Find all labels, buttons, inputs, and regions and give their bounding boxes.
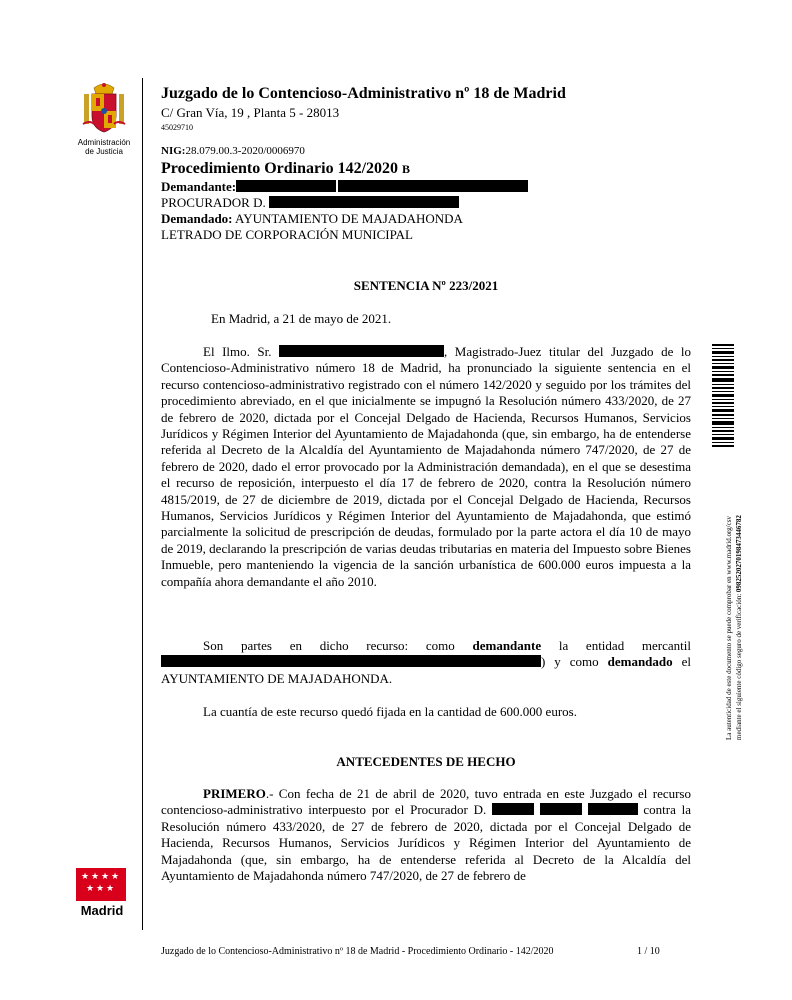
comunidad-madrid-logo <box>76 868 128 918</box>
madrid-label: Madrid <box>80 903 124 918</box>
redaction-box <box>338 180 528 192</box>
administracion-justicia-logo <box>76 80 132 156</box>
page-footer: Juzgado de lo Contencioso-Administrativo nº 18 de Madrid - Procedimiento Ordinario - 142/2020 <box>161 946 554 957</box>
procurador-label: PROCURADOR D. <box>161 195 266 210</box>
paragraph-cuantia-text: La cuantía de este recurso quedó fijada en la cantidad de 600.000 euros. <box>203 704 577 719</box>
p1-start: El Ilmo. Sr. <box>203 344 280 359</box>
paragraph-primero-text <box>161 786 691 884</box>
paragraph-intro <box>161 344 691 590</box>
p2-f: el AYUNTAMIENTO DE MAJADAHONDA. <box>161 654 691 686</box>
redaction-box <box>279 345 444 357</box>
margin-divider <box>142 78 143 930</box>
verification-strip <box>704 340 744 740</box>
admin-justicia-line1: Administración <box>77 138 131 147</box>
demandado-value: AYUNTAMIENTO DE MAJADAHONDA <box>232 211 463 226</box>
court-title: Juzgado de lo Contencioso-Administrativo nº 18 de Madrid <box>161 85 566 102</box>
antecedentes-title: ANTECEDENTES DE HECHO <box>336 754 516 769</box>
nig-line <box>161 143 701 159</box>
demandado-label: Demandado: <box>161 211 233 226</box>
court-address: C/ Gran Vía, 19 , Planta 5 - 28013 <box>161 105 340 120</box>
procedure-title <box>161 159 701 179</box>
paragraph-cuantia <box>161 704 691 720</box>
admin-justicia-line2: de Justicia <box>85 147 123 156</box>
procurador-line <box>161 195 701 211</box>
nig-label: NIG: <box>161 145 186 157</box>
redaction-box <box>236 180 336 192</box>
demandante-label: Demandante: <box>161 179 237 194</box>
court-code: 45029710 <box>161 123 193 132</box>
primero-b: contra la Resolución número 433/2020, de 27 de febrero de 2020, dictada por el Concejal Delgado de Hacienda, Recursos Humanos, Servicios Jurídicos y Régimen Interior del Ayuntamiento de Majadahonda (que, sin embargo, ha de entenderse referida al Decreto de la Alcaldía del Ayuntamiento de Majadahonda número 747/2020, de 27 de febrero de <box>161 802 692 884</box>
verification-line2 <box>734 340 744 740</box>
madrid-flag-icon: ★ ★ ★ ★ ★ ★ ★ <box>76 868 126 901</box>
paragraph-primero <box>161 786 691 884</box>
verification-line1: La autenticidad de este documento se puede comprobar en www.madrid.org/csv <box>725 516 733 740</box>
p2-c: la entidad mercantil <box>541 638 691 653</box>
page-number: 1 / 10 <box>637 946 660 957</box>
document-header <box>161 84 701 243</box>
paragraph-parties <box>161 638 691 687</box>
verification-line2-text: mediante el siguiente código seguro de verificación: <box>735 592 743 740</box>
redaction-box <box>588 803 638 815</box>
primero-label: PRIMERO <box>203 786 266 801</box>
letrado-line: LETRADO DE CORPORACIÓN MUNICIPAL <box>161 227 413 242</box>
redaction-box <box>269 196 459 208</box>
procedure-suffix: B <box>402 162 411 176</box>
p2-demandante: demandante <box>472 638 542 653</box>
redaction-box <box>540 803 582 815</box>
place-date-text: En Madrid, a 21 de mayo de 2021. <box>211 311 392 326</box>
p2-a: Son partes en dicho recurso: como <box>203 638 473 653</box>
procedure-number: Procedimiento Ordinario 142/2020 <box>161 160 399 177</box>
verification-code: 0982520270198473446782 <box>735 515 743 593</box>
coat-of-arms-icon <box>82 80 126 136</box>
paragraph-intro-text <box>161 344 691 590</box>
primero-a: .- Con fecha de 21 de abril de 2020, tuvo entrada en este Juzgado el recurso contencioso-administrativo interpuesto por el Procurador D. <box>161 786 691 818</box>
p2-demandado: demandado <box>607 654 673 670</box>
nig-value: 28.079.00.3-2020/0006970 <box>185 145 305 157</box>
demandado-line <box>161 211 701 227</box>
p1-rest: , Magistrado-Juez titular del Juzgado de lo Contencioso-Administrativo número 18 de Madrid, ha pronunciado la siguiente sentencia en el recurso contencioso-administrativo registrado con el número 142/2020 y seguido por los trámites del procedimiento abreviado, en el que inicialmente se impugnó la Resolución número 433/2020, de 27 de febrero de 2020, dictada por el Concejal Delgado de Hacienda, Recursos Humanos, Servicios Jurídicos y Régimen Interior del Ayuntamiento de Majadahonda (que, sin embargo, ha de entenderse referida al Decreto de la Alcaldía del Ayuntamiento de Majadahonda número 747/2020, de 27 de febrero de 2020, dado el error provocado por la Administración demandada), en el que se desestima el recurso de reposición, interpuesto el día 17 de febrero de 2020, contra la Resolución número 4815/2019, de 27 de diciembre de 2019, dictada por el Concejal Delgado de Hacienda, Recursos Humanos, Servicios Jurídicos y Régimen Interior del Ayuntamiento de Majadahonda, que estimó parcialmente la solicitud de prescripción de deudas, formulado por la parte actora el día 10 de mayo de 2019, declarando la prescripción de varias deudas tributarias en materia del Impuesto sobre Bienes Inmueble, pero manteniendo la vigencia de la sanción urbanística de 600.000 euros impuesta a la compañía ahora demandante el año 2010. <box>161 344 691 589</box>
place-date <box>161 311 691 327</box>
redaction-box <box>492 803 534 815</box>
paragraph-parties-text <box>161 638 691 687</box>
demandante-line <box>161 179 701 195</box>
redaction-box <box>161 655 541 667</box>
p2-d: ) y como <box>541 654 608 670</box>
verification-text <box>724 340 744 740</box>
sentencia-title: SENTENCIA Nº 223/2021 <box>353 278 499 293</box>
